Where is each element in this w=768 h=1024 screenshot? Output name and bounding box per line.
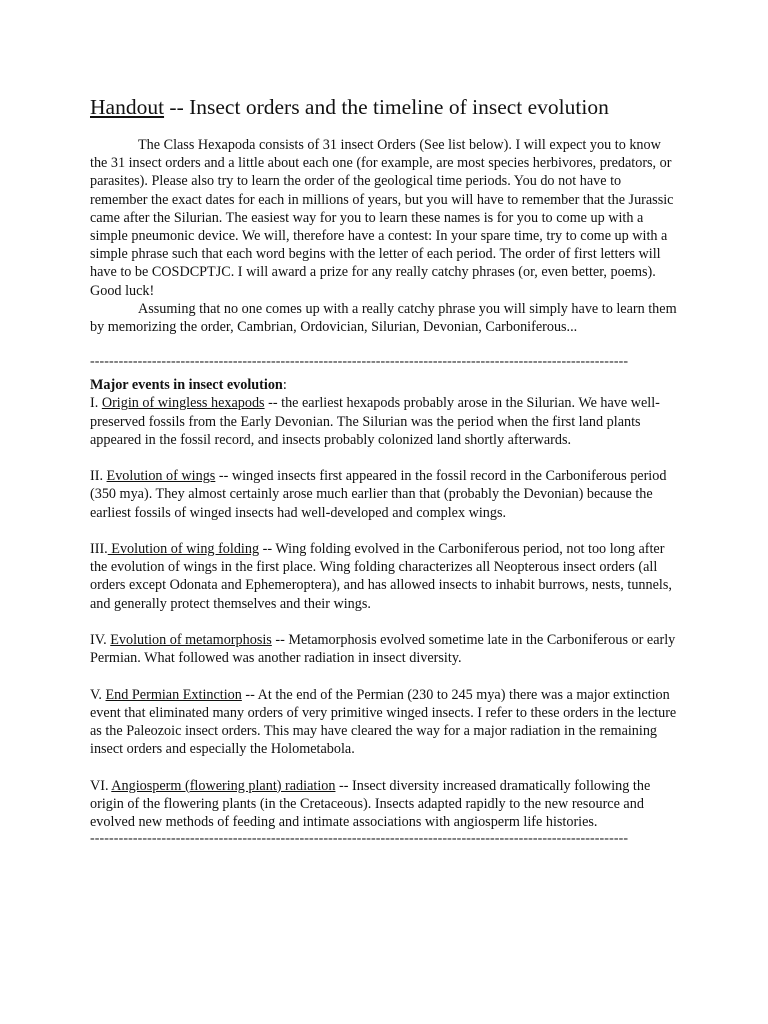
event-text: -- the earliest hexapods probably arose in the Silurian. We have well-preserved fossils from the Early Devonian. The Silurian was the period when the first land plants appeared in the fossil record, and insects probably colonized land shortly afterwards. <box>90 395 660 448</box>
event-name: Evolution of wing folding <box>107 541 260 558</box>
event-name: End Permian Extinction <box>105 686 242 703</box>
event-number: IV. <box>90 632 111 649</box>
event-number: I. <box>90 395 102 412</box>
event-text: -- winged insects first appeared in the fossil record in the Carboniferous period (350 mya). They almost certainly arose much earlier than that (probably the Devonian) because the earliest fossils of winged insects had well-developed and complex wings. <box>90 468 667 521</box>
handout-page <box>90 92 680 847</box>
intro-paragraph-2: Assuming that no one comes up with a really catchy phrase you will simply have to learn them by memorizing the order, Cambrian, Ordovician, Silurian, Devonian, Carboniferous... <box>90 300 677 336</box>
event-item-2 <box>90 467 680 522</box>
page-title <box>90 92 680 122</box>
event-name: Evolution of wings <box>106 468 216 485</box>
event-number: II. <box>90 468 107 485</box>
event-item-3 <box>90 540 680 613</box>
event-name: Origin of wingless hexapods <box>101 395 265 412</box>
title-text: -- Insect orders and the timeline of insect evolution <box>164 95 609 119</box>
intro-section <box>90 136 680 336</box>
event-number: V. <box>90 686 106 703</box>
event-item-6 <box>90 777 680 832</box>
event-name: Angiosperm (flowering plant) radiation <box>111 777 336 794</box>
event-name: Evolution of metamorphosis <box>110 632 272 649</box>
event-text: -- At the end of the Permian (230 to 245 mya) there was a major extinction event that eliminated many orders of very primitive winged insects. I refer to these orders in the lecture as the Paleozoic insect orders. This may have cleared the way for a major radiation in the remaining insect orders and especially the Holometabola. <box>90 686 677 758</box>
event-number: III. <box>90 541 108 558</box>
section-heading <box>90 376 680 394</box>
event-text: -- Wing folding evolved in the Carboniferous period, not too long after the evolution of wings in the first place. Wing folding characterizes all Neopterous insect orders (all orders except Odonata and Ephemeroptera), and has allowed insects to inhabit burrows, nests, tunnels, and generally protect themselves and their wings. <box>90 541 672 612</box>
section-heading-colon: : <box>282 377 287 394</box>
section-heading-text: Major events in insect evolution <box>90 377 283 394</box>
event-number: VI. <box>90 777 112 794</box>
event-text: -- Metamorphosis evolved sometime late in the Carboniferous or early Permian. What followed was another radiation in insect diversity. <box>90 632 676 667</box>
event-item-5 <box>90 686 680 759</box>
event-item-4 <box>90 631 680 667</box>
event-item-1 <box>90 394 680 449</box>
events-section <box>90 376 680 831</box>
event-text: -- Insect diversity increased dramatically following the origin of the flowering plants (in the Cretaceous). Insects adapted rapidly to the new resource and evolved new methods of feeding and intimate associations with angiosperm life histories. <box>90 777 651 831</box>
divider-bottom: ----------------------------------------------------------------------------------------------------------------- <box>90 831 629 847</box>
intro-paragraph-1: The Class Hexapoda consists of 31 insect Orders (See list below). I will expect you to know the 31 insect orders and a little about each one (for example, are most species herbivores, predators, or parasites). Please also try to learn the order of the geological time periods. You do not have to remember the exact dates for each in millions of years, but you will have to remember that the Jurassic came after the Silurian. The easiest way for you to learn these names is for you to come up with a simple pneumonic device. We will, therefore have a contest: In your spare time, try to come up with a simple phrase such that each word begins with the letter of each period. The order of first letters will have to be COSDCPTJC. I will award a prize for any really catchy phrases (or, even better, poems). Good luck! <box>90 137 674 299</box>
divider-top: ----------------------------------------------------------------------------------------------------------------- <box>90 354 629 370</box>
title-handout-word: Handout <box>90 95 165 119</box>
